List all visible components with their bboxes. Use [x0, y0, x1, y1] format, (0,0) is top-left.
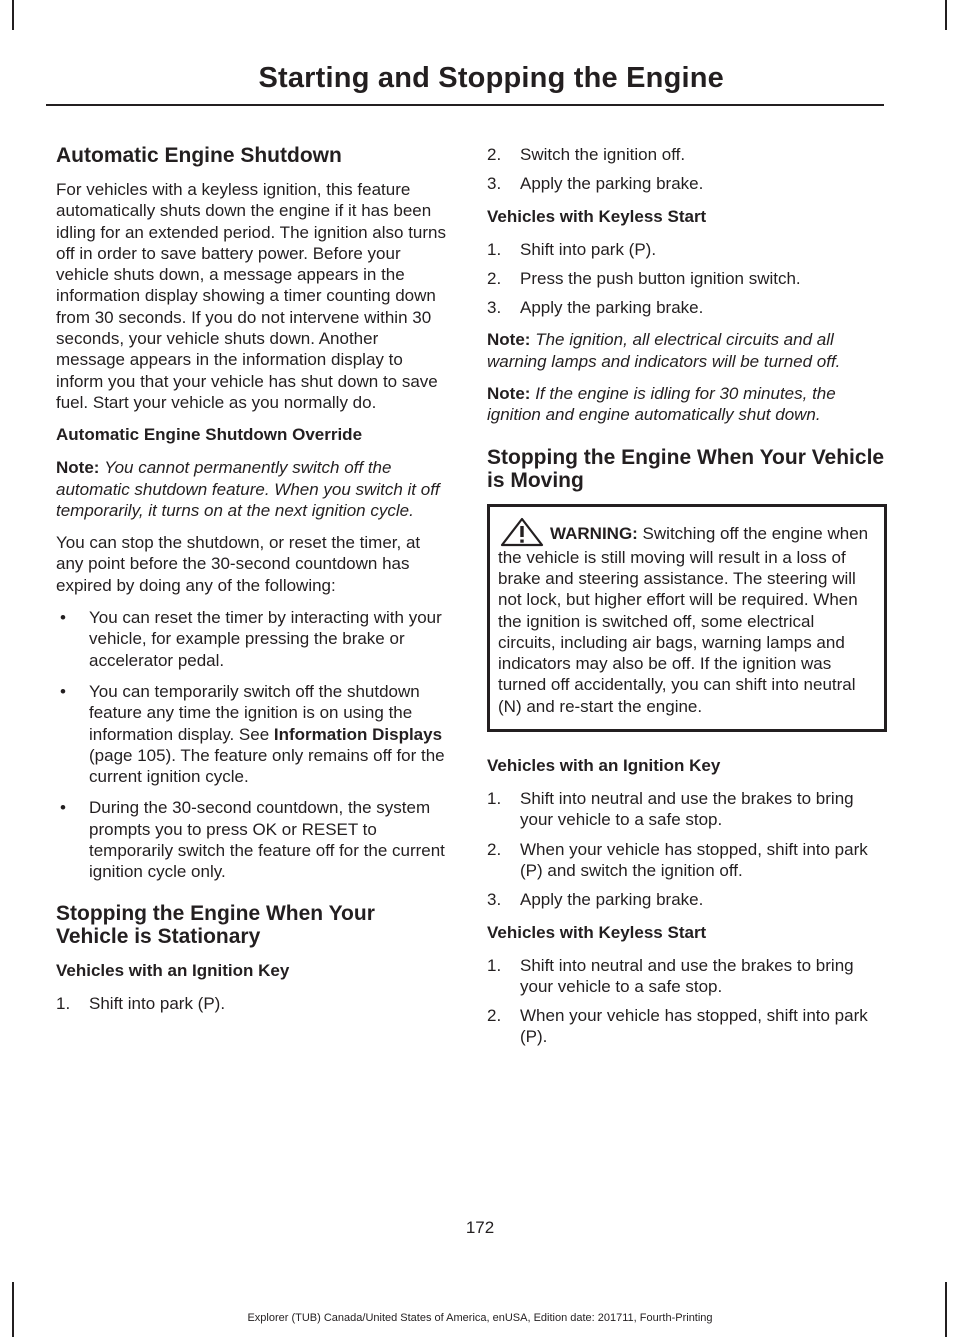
- crop-mark-bottom-right: [945, 1282, 947, 1337]
- warning-text: Switching off the engine when the vehicle is still moving will result in a loss of brake and steering assistance. The steering will not lock, but higher effort will be required. When the ignition is switched off, some electrical circuits, including air bags, warning lamps and indicators may also be off. If the ignition was turned off accidentally, you can shift into neutral (N) and re-start the engine.: [498, 523, 869, 716]
- step-number: 2.: [487, 268, 502, 288]
- ignition-key-steps: [56, 993, 446, 1014]
- heading-keyless-start-moving: Vehicles with Keyless Start: [487, 922, 707, 942]
- note-label: Note:: [56, 458, 100, 478]
- moving-keyless-steps: [487, 955, 887, 1048]
- right-column: [487, 144, 887, 1059]
- list-item: [487, 889, 887, 910]
- list-item: [56, 681, 446, 787]
- step-number: 1.: [487, 789, 502, 809]
- step-number: 2.: [487, 839, 502, 859]
- bullet-text: You can temporarily switch off the shutdown feature any time the ignition is on using the information display. See: [89, 681, 420, 744]
- note-ignition-off: [487, 329, 887, 372]
- step-text: Apply the parking brake.: [520, 890, 704, 910]
- heading-automatic-shutdown: Automatic Engine Shutdown: [56, 144, 342, 167]
- information-displays-link[interactable]: Information Displays: [273, 724, 443, 744]
- step-number: 2.: [487, 1006, 502, 1026]
- step-text: Press the push button ignition switch.: [520, 268, 801, 288]
- heading-stopping-moving: Stopping the Engine When Your Vehicle is Moving: [487, 445, 885, 492]
- step-number: 1.: [56, 993, 71, 1013]
- list-item: [487, 173, 887, 194]
- step-text: Apply the parking brake.: [520, 174, 704, 194]
- override-bullet-list: [56, 607, 446, 883]
- warning-triangle-icon: [498, 517, 546, 547]
- keyless-steps: [487, 239, 887, 319]
- step-number: 3.: [487, 298, 502, 318]
- page-number: 172: [465, 1218, 495, 1237]
- list-item: [487, 839, 887, 882]
- step-number: 1.: [487, 239, 502, 259]
- heading-keyless-start: Vehicles with Keyless Start: [487, 206, 707, 226]
- step-number: 3.: [487, 174, 502, 194]
- bullet-text: (page 105). The feature only remains off for the current ignition cycle.: [89, 745, 445, 787]
- note-text: The ignition, all electrical circuits and all warning lamps and indicators will be turned off.: [487, 330, 841, 371]
- ignition-key-steps-continued: [487, 144, 887, 195]
- step-text: When your vehicle has stopped, shift into park (P) and switch the ignition off.: [520, 839, 868, 880]
- list-item: [487, 268, 887, 289]
- list-item: • During the 30-second countdown, the system prompts you to press OK or RESET to temporarily switch the feature off for the current ignition cycle only.: [56, 797, 446, 882]
- list-item: [487, 1005, 887, 1048]
- heading-shutdown-override: Automatic Engine Shutdown Override: [56, 425, 363, 445]
- list-item: [487, 955, 887, 998]
- heading-ignition-key: Vehicles with an Ignition Key: [56, 960, 290, 980]
- note-text: If the engine is idling for 30 minutes, the ignition and engine automatically shut down.: [487, 384, 836, 425]
- list-item: [487, 239, 887, 260]
- step-number: 3.: [487, 890, 502, 910]
- step-text: When your vehicle has stopped, shift into park (P).: [520, 1006, 868, 1047]
- warning-box: [487, 504, 887, 732]
- step-number: 1.: [487, 955, 502, 975]
- list-item: [56, 993, 446, 1014]
- step-text: Switch the ignition off.: [520, 145, 686, 164]
- crop-mark-top-right: [945, 0, 947, 30]
- step-text: Shift into neutral and use the brakes to bring your vehicle to a safe stop.: [520, 789, 854, 830]
- list-item: [487, 144, 887, 165]
- step-text: Shift into neutral and use the brakes to bring your vehicle to a safe stop.: [520, 955, 854, 996]
- heading-ignition-key-moving: Vehicles with an Ignition Key: [487, 756, 721, 776]
- paragraph-automatic-shutdown: For vehicles with a keyless ignition, this feature automatically shuts down the engine if it has been idling for an extended period. The ignition also turns off in order to save battery power. Before your vehicle shuts down, a message appears in the information display showing a timer counting down from 30 seconds. If you do not intervene within 30 seconds, your vehicle shuts down. Another message appears in the information display to inform you that your vehicle has shut down to save fuel. Start your vehicle as you normally do.: [56, 180, 446, 412]
- crop-mark-top-left: [12, 0, 14, 30]
- step-text: Apply the parking brake.: [520, 298, 704, 318]
- header-rule: [46, 104, 884, 106]
- note-label: Note:: [487, 330, 531, 350]
- note-override: [56, 457, 446, 521]
- edition-info: Explorer (TUB) Canada/United States of America, enUSA, Edition date: 201711, Fourth-Printing: [247, 1312, 713, 1324]
- left-column: [56, 144, 446, 1025]
- step-number: 2.: [487, 145, 502, 164]
- moving-ignition-key-steps: [487, 788, 887, 910]
- step-text: Shift into park (P).: [89, 993, 226, 1013]
- page-header-title: Starting and Stopping the Engine: [258, 62, 724, 94]
- heading-stopping-stationary: Stopping the Engine When Your Vehicle is Stationary: [56, 901, 375, 948]
- list-item: [487, 788, 887, 831]
- crop-mark-bottom-left: [12, 1282, 14, 1337]
- note-label: Note:: [487, 384, 531, 404]
- paragraph-stop-shutdown: You can stop the shutdown, or reset the timer, at any point before the 30-second countdown has expired by doing any of the following:: [56, 533, 421, 595]
- note-idling: [487, 383, 887, 426]
- list-item: • You can reset the timer by interacting with your vehicle, for example pressing the brake or accelerator pedal.: [56, 607, 446, 671]
- step-text: Shift into park (P).: [520, 239, 657, 259]
- note-text: You cannot permanently switch off the automatic shutdown feature. When you switch it off temporarily, it turns on at the next ignition cycle.: [56, 458, 440, 520]
- list-item: [487, 297, 887, 318]
- warning-label: WARNING:: [550, 523, 638, 543]
